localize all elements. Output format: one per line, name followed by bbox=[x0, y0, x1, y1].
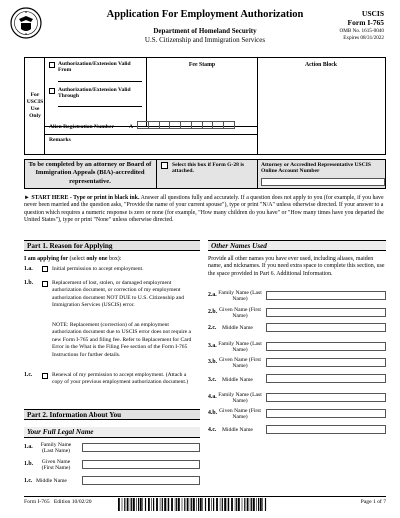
subagency-name: U.S. Citizenship and Immigration Services bbox=[144, 36, 266, 44]
other-2c-number: 2.c. bbox=[208, 325, 217, 331]
legal-name-header: Your Full Legal Name bbox=[24, 427, 200, 438]
part2-1c-number: 1.c. bbox=[24, 478, 33, 484]
attorney-text: To be completed by an attorney or Board of Immigration Appeals (BIA)-accredited representative. bbox=[28, 161, 152, 185]
uscis-account-label: Attorney or Accredited Representative USCIS Online Account Number bbox=[261, 162, 371, 175]
part2-middle-name-input[interactable] bbox=[82, 476, 200, 485]
other-4a-number: 4.a. bbox=[208, 394, 217, 400]
form-number: Form I-765 bbox=[347, 18, 384, 27]
auth-valid-through-label: Authorization/Extension Valid Through bbox=[58, 87, 131, 100]
a-number-input[interactable] bbox=[137, 121, 235, 129]
other-4c-input[interactable] bbox=[266, 425, 386, 434]
other-3c-label: Middle Name bbox=[222, 377, 253, 383]
a-number-prefix: A- bbox=[129, 124, 135, 130]
other-2b-label: Given Name (First Name) bbox=[219, 307, 261, 320]
g28-label: Select this box if Form G-28 is attached. bbox=[172, 162, 245, 175]
uscis-use-label: For USCIS Use Only bbox=[26, 92, 44, 119]
initial-permission-checkbox[interactable] bbox=[42, 266, 48, 272]
uscis-account-input[interactable] bbox=[261, 178, 385, 186]
form-agency: USCIS bbox=[361, 9, 384, 18]
item-1a-number: 1.a. bbox=[24, 266, 33, 272]
replacement-label: Replacement of lost, stolen, or damaged employment authorization document, or correction of my employment authorization document NOT DUE to U.S. Citizenship and Immigration Services (USCIS) error. bbox=[52, 280, 185, 309]
auth-valid-through-checkbox[interactable] bbox=[49, 88, 55, 94]
renewal-checkbox[interactable] bbox=[42, 373, 48, 379]
other-3b-number: 3.b. bbox=[208, 359, 218, 365]
part2-header: Part 2. Information About You bbox=[24, 409, 200, 420]
part1-header: Part 1. Reason for Applying bbox=[24, 240, 200, 251]
attorney-section bbox=[24, 159, 386, 189]
part2-given-name-label: Given Name (First Name) bbox=[41, 459, 71, 472]
g28-checkbox[interactable] bbox=[161, 162, 168, 169]
auth-valid-through-line bbox=[58, 106, 142, 107]
initial-permission-label: Initial permission to accept employment. bbox=[52, 266, 144, 272]
barcode bbox=[118, 498, 268, 511]
part2-middle-name-label: Middle Name bbox=[36, 478, 67, 484]
start-here-lead: START HERE - Type or print in black ink. bbox=[31, 195, 140, 201]
auth-valid-from-line bbox=[58, 81, 142, 82]
agency-name: Department of Homeland Security bbox=[153, 27, 257, 35]
page-number: Page 1 of 7 bbox=[360, 499, 386, 505]
start-here-arrow-icon: ► bbox=[24, 195, 30, 201]
other-4a-label: Family Name (Last Name) bbox=[218, 392, 262, 405]
other-4c-number: 4.c. bbox=[208, 427, 217, 433]
other-2a-number: 2.a. bbox=[208, 292, 217, 298]
other-3c-input[interactable] bbox=[266, 374, 386, 383]
part2-given-name-input[interactable] bbox=[82, 460, 200, 469]
start-here-text bbox=[24, 195, 386, 224]
other-2a-input[interactable] bbox=[266, 291, 386, 300]
other-2b-number: 2.b. bbox=[208, 309, 218, 315]
omb-number: OMB No. 1615-0040 bbox=[339, 28, 384, 34]
replacement-note: NOTE: Replacement (correction) of an employment authorization document due to USCIS error does not require a new Form I-765 and filing fee. Refer to Replacement for Card Error in the What is the Filing Fee section of the Form I-765 Instructions for further details. bbox=[52, 322, 192, 358]
remarks-label: Remarks bbox=[49, 137, 71, 143]
part2-1b-number: 1.b. bbox=[24, 461, 34, 467]
other-3a-label: Family Name (Last Name) bbox=[218, 341, 262, 354]
other-3b-input[interactable] bbox=[266, 358, 386, 367]
other-3c-number: 3.c. bbox=[208, 377, 217, 383]
other-4a-input[interactable] bbox=[266, 393, 386, 402]
other-2c-label: Middle Name bbox=[222, 325, 253, 331]
action-block-label: Action Block bbox=[304, 62, 338, 68]
other-3a-number: 3.a. bbox=[208, 343, 217, 349]
uscis-use-box bbox=[24, 57, 386, 155]
auth-valid-from-checkbox[interactable] bbox=[49, 62, 55, 68]
part1-intro: I am applying for (select only one box): bbox=[24, 256, 122, 262]
other-3b-label: Given Name (First Name) bbox=[219, 357, 261, 370]
dhs-seal bbox=[10, 7, 42, 39]
item-1b-number: 1.b. bbox=[24, 280, 34, 286]
part2-family-name-label: Family Name (Last Name) bbox=[40, 442, 72, 455]
other-3a-input[interactable] bbox=[266, 342, 386, 351]
fee-stamp-label: Fee Stamp bbox=[188, 62, 216, 68]
other-4c-label: Middle Name bbox=[222, 427, 253, 433]
other-2a-label: Family Name (Last Name) bbox=[218, 290, 262, 303]
other-names-intro: Provide all other names you have ever used, including aliases, maiden name, and nicknames. If you need extra space to complete this section, use the space provided in Part 6. Additional Information. bbox=[208, 256, 385, 277]
start-here-body: Answer all questions fully and accurately. If a question does not apply to you (for example, if you have never been married and the question asks, "Provide the name of your current spouse"), type or print "N/A" unless otherwise directed. If your answer to a question which requires a numeric response is zero or none (for example, "How many children do you have" or "How many times have you departed the United States"), type or print "None" unless otherwise directed. bbox=[24, 195, 384, 223]
other-2c-input[interactable] bbox=[266, 323, 386, 332]
auth-valid-from-label: Authorization/Extension Valid From bbox=[58, 61, 131, 74]
other-names-header: Other Names Used bbox=[208, 240, 386, 251]
part2-family-name-input[interactable] bbox=[82, 443, 200, 452]
alien-registration-label: Alien Registration Number bbox=[49, 124, 114, 130]
other-4b-number: 4.b. bbox=[208, 410, 218, 416]
other-4b-label: Given Name (First Name) bbox=[219, 408, 261, 421]
part2-1a-number: 1.a. bbox=[24, 444, 33, 450]
other-2b-input[interactable] bbox=[266, 308, 386, 317]
other-4b-input[interactable] bbox=[266, 409, 386, 418]
replacement-checkbox[interactable] bbox=[42, 281, 48, 287]
expiration-date: Expires 08/31/2022 bbox=[343, 35, 384, 41]
footer-form-edition: Form I-765 Edition 10/02/20 bbox=[24, 499, 92, 505]
renewal-label: Renewal of my permission to accept employment. (Attach a copy of your previous employment authorization document.) bbox=[52, 372, 189, 386]
item-1c-number: 1.c. bbox=[24, 372, 33, 378]
form-title: Application For Employment Authorization bbox=[106, 9, 304, 20]
